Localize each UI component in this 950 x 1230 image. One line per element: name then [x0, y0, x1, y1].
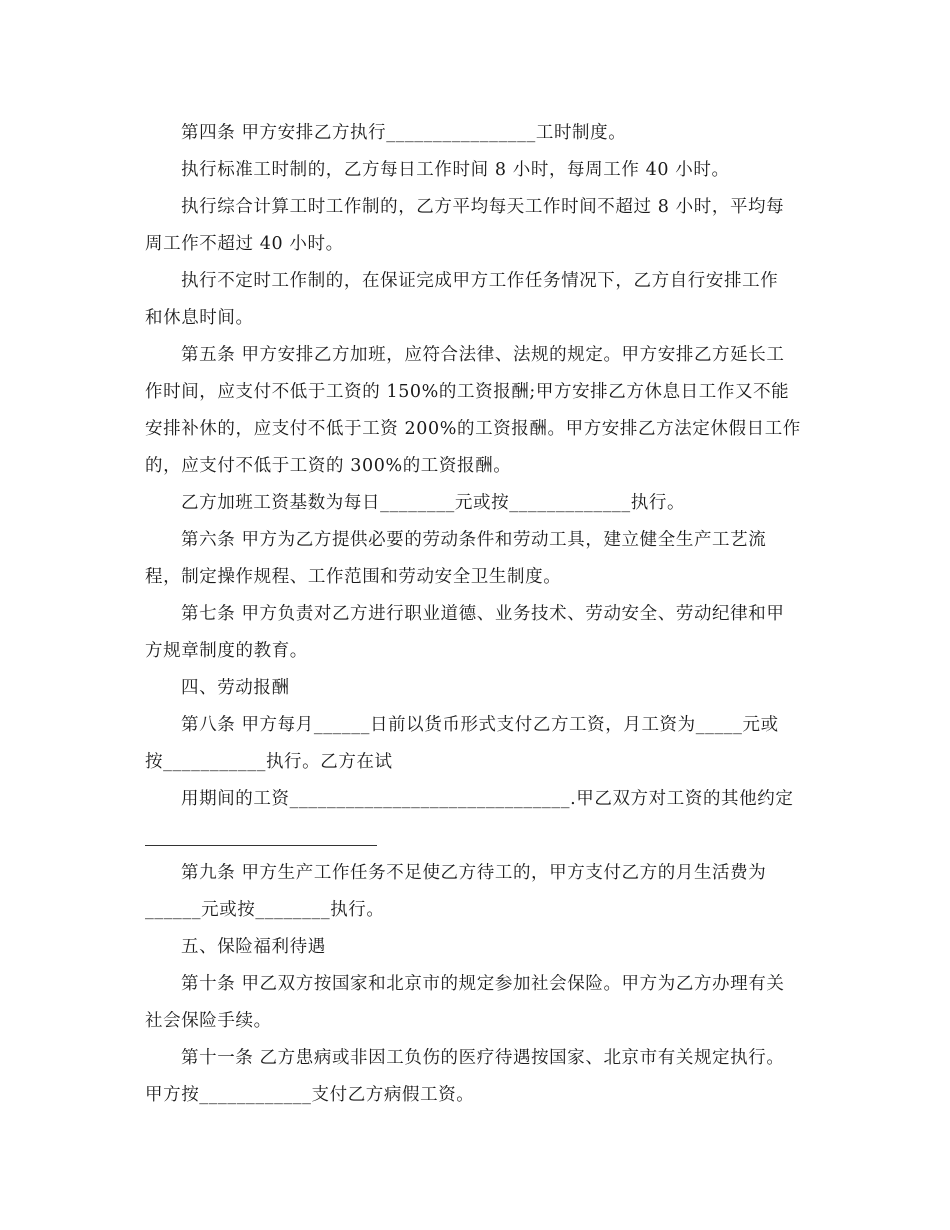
paragraph-line: ______元或按________执行。 [145, 900, 385, 920]
paragraph-line: 第十一条 乙方患病或非因工负伤的医疗待遇按国家、北京市有关规定执行。 [181, 1048, 785, 1068]
paragraph-line: 第六条 甲方为乙方提供必要的劳动条件和劳动工具，建立健全生产工艺流 [181, 530, 767, 550]
paragraph-line: 方规章制度的教育。 [145, 641, 308, 661]
paragraph-line: 第八条 甲方每月______日前以货币形式支付乙方工资，月工资为_____元或 [181, 715, 779, 735]
paragraph-line: 执行标准工时制的，乙方每日工作时间 8 小时，每周工作 40 小时。 [181, 160, 730, 180]
paragraph-line: 乙方加班工资基数为每日________元或按_____________执行。 [181, 493, 686, 513]
paragraph-line: 和休息时间。 [145, 308, 254, 328]
paragraph-line: 作时间，应支付不低于工资的 150%的工资报酬;甲方安排乙方休息日工作又不能 [145, 382, 790, 402]
document-body [145, 115, 805, 1114]
paragraph-line: 第十条 甲乙双方按国家和北京市的规定参加社会保险。甲方为乙方办理有关 [181, 974, 785, 994]
paragraph-line: 第九条 甲方生产工作任务不足使乙方待工的，甲方支付乙方的月生活费为 [181, 863, 767, 883]
fill-in-blank-line [145, 818, 805, 855]
paragraph-line: 第五条 甲方安排乙方加班，应符合法律、法规的规定。甲方安排乙方延长工 [181, 345, 785, 365]
paragraph-line: 用期间的工资______________________________.甲乙双方对工资的其他约定 [181, 789, 794, 809]
paragraph-line: 社会保险手续。 [145, 1011, 272, 1031]
paragraph-line: 甲方按____________支付乙方病假工资。 [145, 1085, 475, 1105]
section-heading: 四、劳动报酬 [181, 678, 290, 698]
paragraph-line: 的，应支付不低于工资的 300%的工资报酬。 [145, 456, 512, 476]
paragraph-line: 执行不定时工作制的，在保证完成甲方工作任务情况下，乙方自行安排工作 [181, 271, 779, 291]
paragraph-line: 第七条 甲方负责对乙方进行职业道德、业务技术、劳动安全、劳动纪律和甲 [181, 604, 785, 624]
paragraph-line: 安排补休的，应支付不低于工资 200%的工资报酬。甲方安排乙方法定休假日工作 [145, 419, 801, 439]
paragraph-line: 程，制定操作规程、工作范围和劳动安全卫生制度。 [145, 567, 562, 587]
section-heading: 五、保险福利待遇 [181, 937, 326, 957]
paragraph-line: 按___________执行。乙方在试 [145, 752, 393, 772]
paragraph-line: 周工作不超过 40 小时。 [145, 234, 344, 254]
paragraph-line: 执行综合计算工时工作制的，乙方平均每天工作时间不超过 8 小时，平均每 [181, 197, 785, 217]
paragraph-line: 第四条 甲方安排乙方执行________________工时制度。 [181, 123, 627, 143]
